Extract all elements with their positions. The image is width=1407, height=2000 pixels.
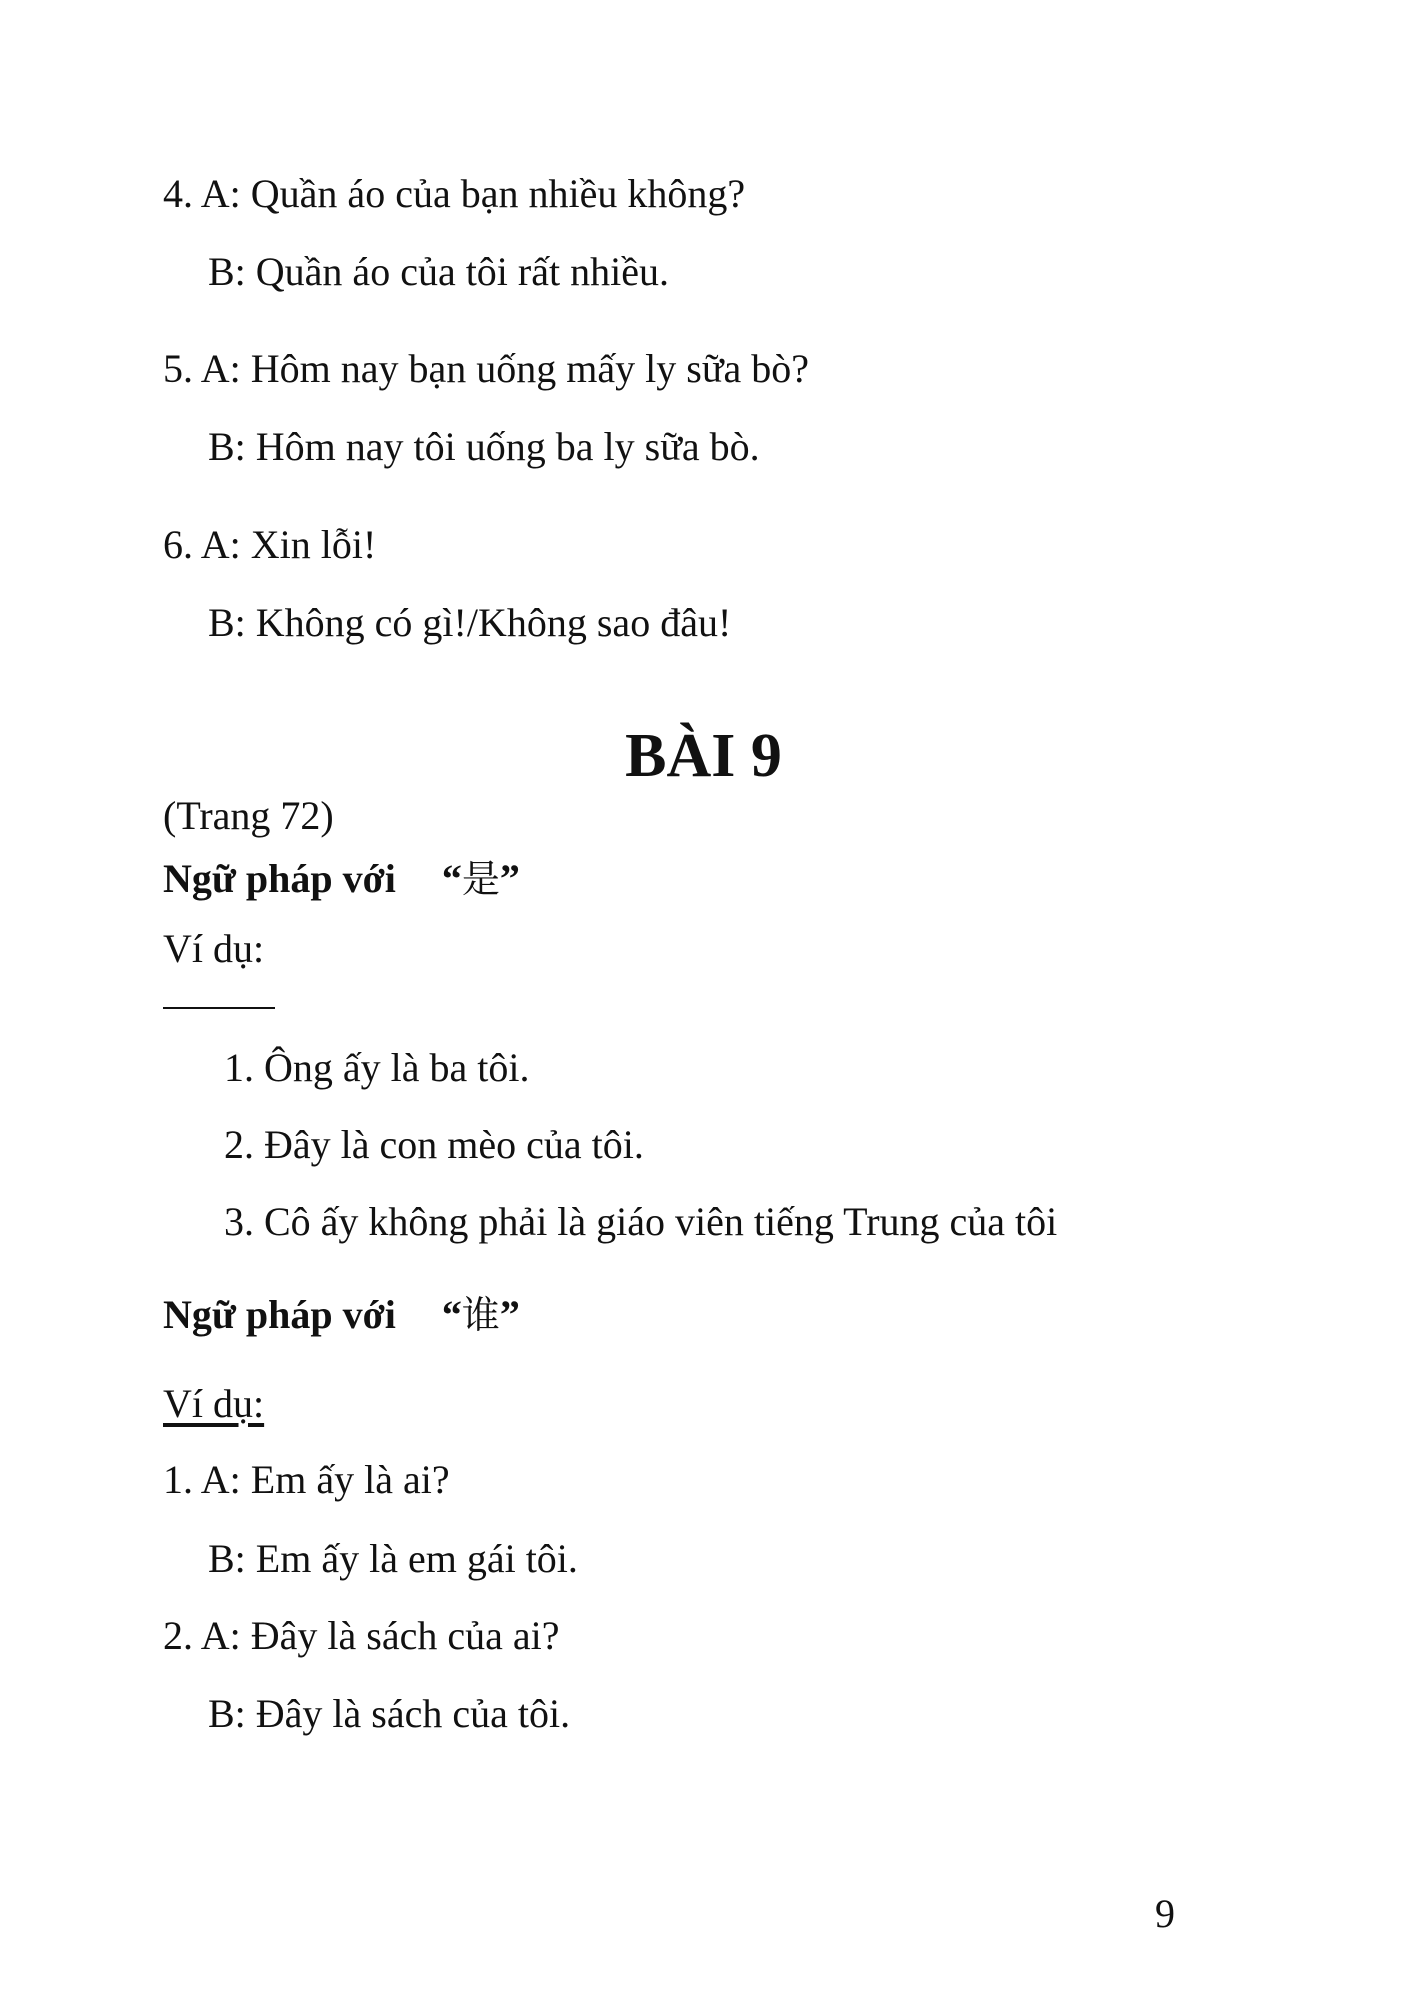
grammar-2-open-quote: “ xyxy=(441,1292,462,1337)
grammar-1-example-label: Ví dụ: xyxy=(163,926,265,971)
grammar-1-label: Ngữ pháp với xyxy=(163,856,396,901)
grammar-1-char: 是 xyxy=(461,857,500,901)
lesson-title: BÀI 9 xyxy=(625,722,782,790)
grammar-1-open-quote: “ xyxy=(441,856,462,901)
grammar-1-example-3: 3. Cô ấy không phải là giáo viên tiếng Trung của tôi xyxy=(224,1199,1058,1244)
dialogue-4-question: 4. A: Quần áo của bạn nhiều không? xyxy=(163,171,746,216)
grammar-1-example-2: 2. Đây là con mèo của tôi. xyxy=(224,1122,644,1167)
dialogue-4-answer: B: Quần áo của tôi rất nhiều. xyxy=(208,249,669,294)
grammar-1-example-1: 1. Ông ấy là ba tôi. xyxy=(224,1045,530,1090)
grammar-2-close-quote: ” xyxy=(499,1292,520,1337)
dialogue-6-question: 6. A: Xin lỗi! xyxy=(163,522,377,567)
grammar-2-dialogue-2-answer: B: Đây là sách của tôi. xyxy=(208,1691,571,1736)
page-number: 9 xyxy=(1155,1891,1175,1936)
grammar-2-heading xyxy=(163,1291,520,1339)
grammar-2-example-label: Ví dụ: xyxy=(163,1381,265,1426)
divider-rule xyxy=(163,1007,275,1009)
dialogue-5-question: 5. A: Hôm nay bạn uống mấy ly sữa bò? xyxy=(163,346,810,391)
grammar-2-dialogue-1-question: 1. A: Em ấy là ai? xyxy=(163,1457,450,1502)
grammar-2-char: 谁 xyxy=(461,1293,500,1337)
dialogue-6-answer: B: Không có gì!/Không sao đâu! xyxy=(208,600,732,645)
grammar-2-dialogue-1-answer: B: Em ấy là em gái tôi. xyxy=(208,1536,578,1581)
grammar-2-dialogue-2-question: 2. A: Đây là sách của ai? xyxy=(163,1613,560,1658)
page-reference: (Trang 72) xyxy=(163,793,334,838)
dialogue-5-answer: B: Hôm nay tôi uống ba ly sữa bò. xyxy=(208,424,760,469)
grammar-1-close-quote: ” xyxy=(499,856,520,901)
grammar-1-heading xyxy=(163,855,520,903)
grammar-2-label: Ngữ pháp với xyxy=(163,1292,396,1337)
